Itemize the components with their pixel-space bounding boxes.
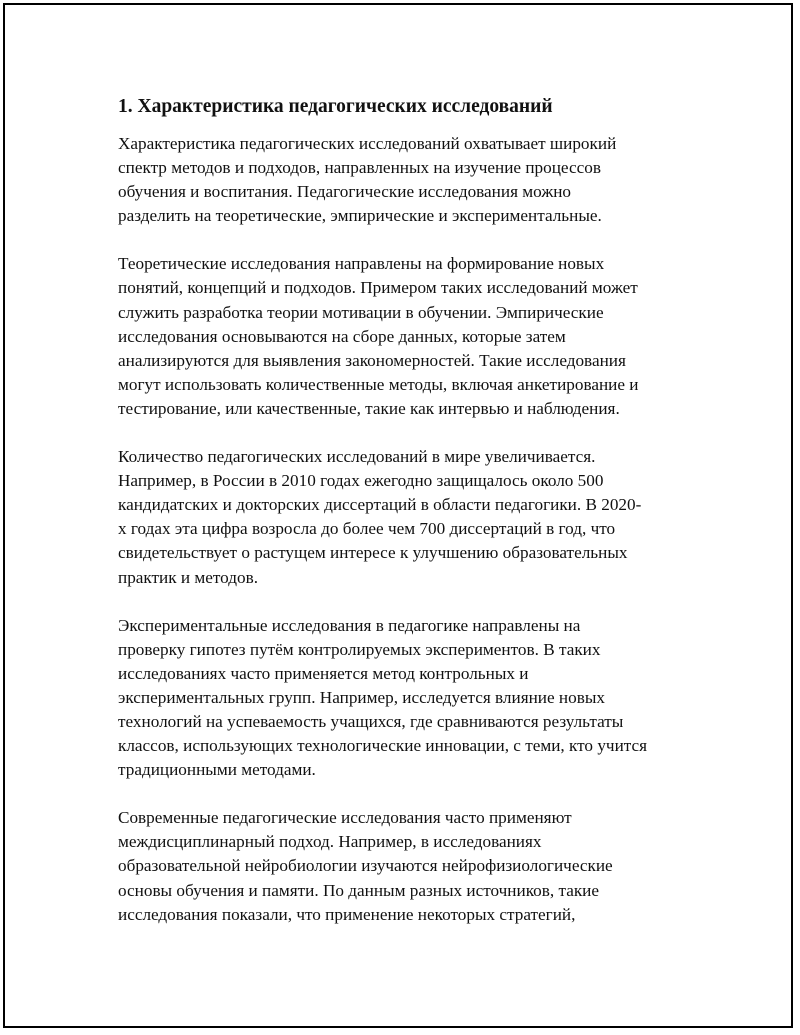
text-line: служить разработка теории мотивации в обучении. Эмпирические — [118, 302, 604, 322]
text-line: кандидатских и докторских диссертаций в области педагогики. В 2020- — [118, 495, 642, 515]
text-line: основы обучения и памяти. По данным разных источников, такие — [118, 880, 600, 900]
paragraph-statistics — [118, 445, 698, 590]
text-line: Теоретические исследования направлены на формирование новых — [118, 254, 605, 274]
text-line: образовательной нейробиологии изучаются нейрофизиологические — [118, 856, 613, 876]
text-line: понятий, концепций и подходов. Примером таких исследований может — [118, 278, 638, 298]
document-body — [118, 94, 698, 951]
text-line: тестирование, или качественные, такие как интервью и наблюдения. — [118, 398, 620, 418]
text-line: проверку гипотез путём контролируемых экспериментов. В таких — [118, 639, 601, 659]
text-line: могут использовать количественные методы, включая анкетирование и — [118, 374, 639, 394]
text-line: обучения и воспитания. Педагогические исследования можно — [118, 182, 571, 202]
text-line: технологий на успеваемость учащихся, где сравниваются результаты — [118, 711, 624, 731]
paragraph-interdisciplinary — [118, 806, 698, 926]
paragraph-experimental — [118, 614, 698, 783]
text-line: х годах эта цифра возросла до более чем 700 диссертаций в год, что — [118, 519, 616, 539]
paragraph-theoretical — [118, 252, 698, 421]
text-line: Характеристика педагогических исследований охватывает широкий — [118, 134, 617, 153]
text-line: Экспериментальные исследования в педагогике направлены на — [118, 615, 581, 635]
text-line: исследованиях часто применяется метод контрольных и — [118, 663, 529, 683]
text-line: экспериментальных групп. Например, исследуется влияние новых — [118, 687, 605, 707]
text-line: Например, в России в 2010 годах ежегодно защищалось около 500 — [118, 471, 604, 491]
text-line: свидетельствует о растущем интересе к улучшению образовательных — [118, 543, 628, 563]
text-line: практик и методов. — [118, 567, 259, 587]
text-line: Количество педагогических исследований в мире увеличивается. — [118, 447, 596, 467]
text-line: традиционными методами. — [118, 760, 316, 780]
text-line: исследования показали, что применение некоторых стратегий, — [118, 904, 576, 924]
text-line: классов, использующих технологические инновации, с теми, кто учится — [118, 736, 648, 756]
text-line: разделить на теоретические, эмпирические и экспериментальные. — [118, 206, 602, 226]
paragraph-characteristics — [118, 132, 698, 228]
text-line: Современные педагогические исследования часто применяют — [118, 808, 572, 828]
text-line: междисциплинарный подход. Например, в исследованиях — [118, 832, 542, 852]
text-line: спектр методов и подходов, направленных на изучение процессов — [118, 158, 601, 178]
text-line: анализируются для выявления закономерностей. Такие исследования — [118, 350, 626, 370]
text-line: исследования основываются на сборе данных, которые затем — [118, 326, 566, 346]
section-heading: 1. Характеристика педагогических исследований — [118, 96, 553, 117]
